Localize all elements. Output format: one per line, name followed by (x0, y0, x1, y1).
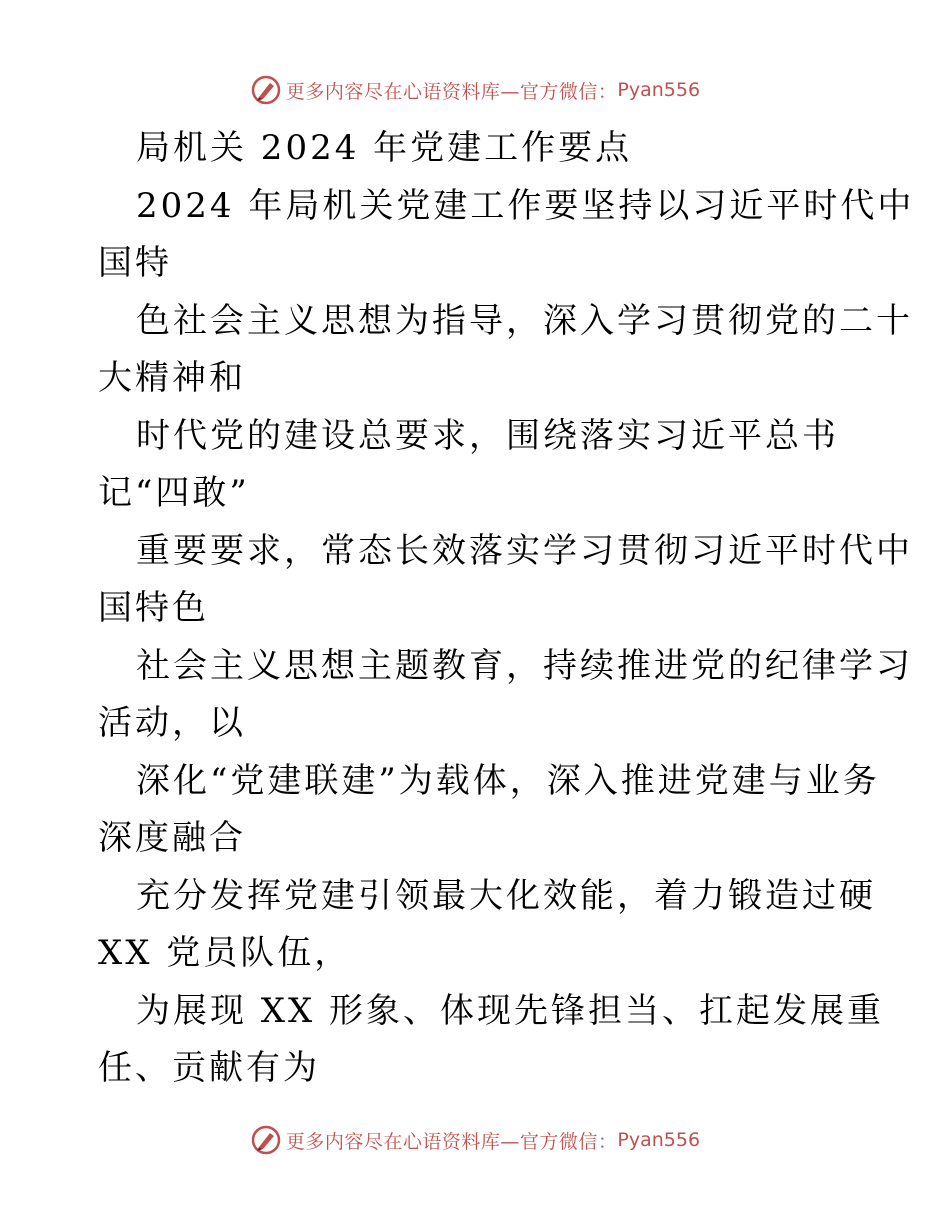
pen-logo-icon (250, 1124, 282, 1156)
footer-watermark (0, 1120, 950, 1160)
paragraph-line: XX 党员队伍， (98, 933, 352, 973)
document-title: 局机关 2024 年党建工作要点 (136, 128, 633, 168)
paragraph-line: 活动，以 (98, 703, 246, 743)
paragraph-line: 充分发挥党建引领最大化效能，着力锻造过硬 (136, 875, 876, 916)
paragraph-line: 任、贡献有为 (98, 1048, 320, 1088)
paragraph-line: 国特色 (98, 588, 209, 628)
paragraph-line: 为展现 XX 形象、体现先锋担当、扛起发展重 (136, 990, 885, 1031)
watermark-text: 更多内容尽在心语资料库—官方微信： (285, 80, 618, 103)
paragraph-line: 深化“党建联建”为载体，深入推进党建与业务 (136, 760, 880, 801)
paragraph-line: 大精神和 (98, 358, 246, 398)
paragraph-line: 记“四敢” (98, 473, 250, 513)
watermark-handle: Pyan556 (617, 79, 701, 101)
paragraph-line: 色社会主义思想为指导，深入学习贯彻党的二十 (136, 300, 913, 341)
document-body (98, 120, 915, 1098)
paragraph-line: 时代党的建设总要求，围绕落实习近平总书 (136, 415, 839, 456)
paragraph-line: 重要要求，常态长效落实学习贯彻习近平时代中 (136, 530, 913, 571)
header-watermark (0, 70, 950, 110)
paragraph-line: 2024 年局机关党建工作要坚持以习近平时代中 (136, 185, 915, 226)
watermark-handle: Pyan556 (617, 1129, 701, 1151)
watermark-text: 更多内容尽在心语资料库—官方微信： (285, 1130, 618, 1153)
pen-logo-icon (250, 74, 282, 106)
paragraph-line: 国特 (98, 243, 172, 283)
paragraph-line: 深度融合 (98, 818, 246, 858)
paragraph-line: 社会主义思想主题教育，持续推进党的纪律学习 (136, 645, 913, 686)
